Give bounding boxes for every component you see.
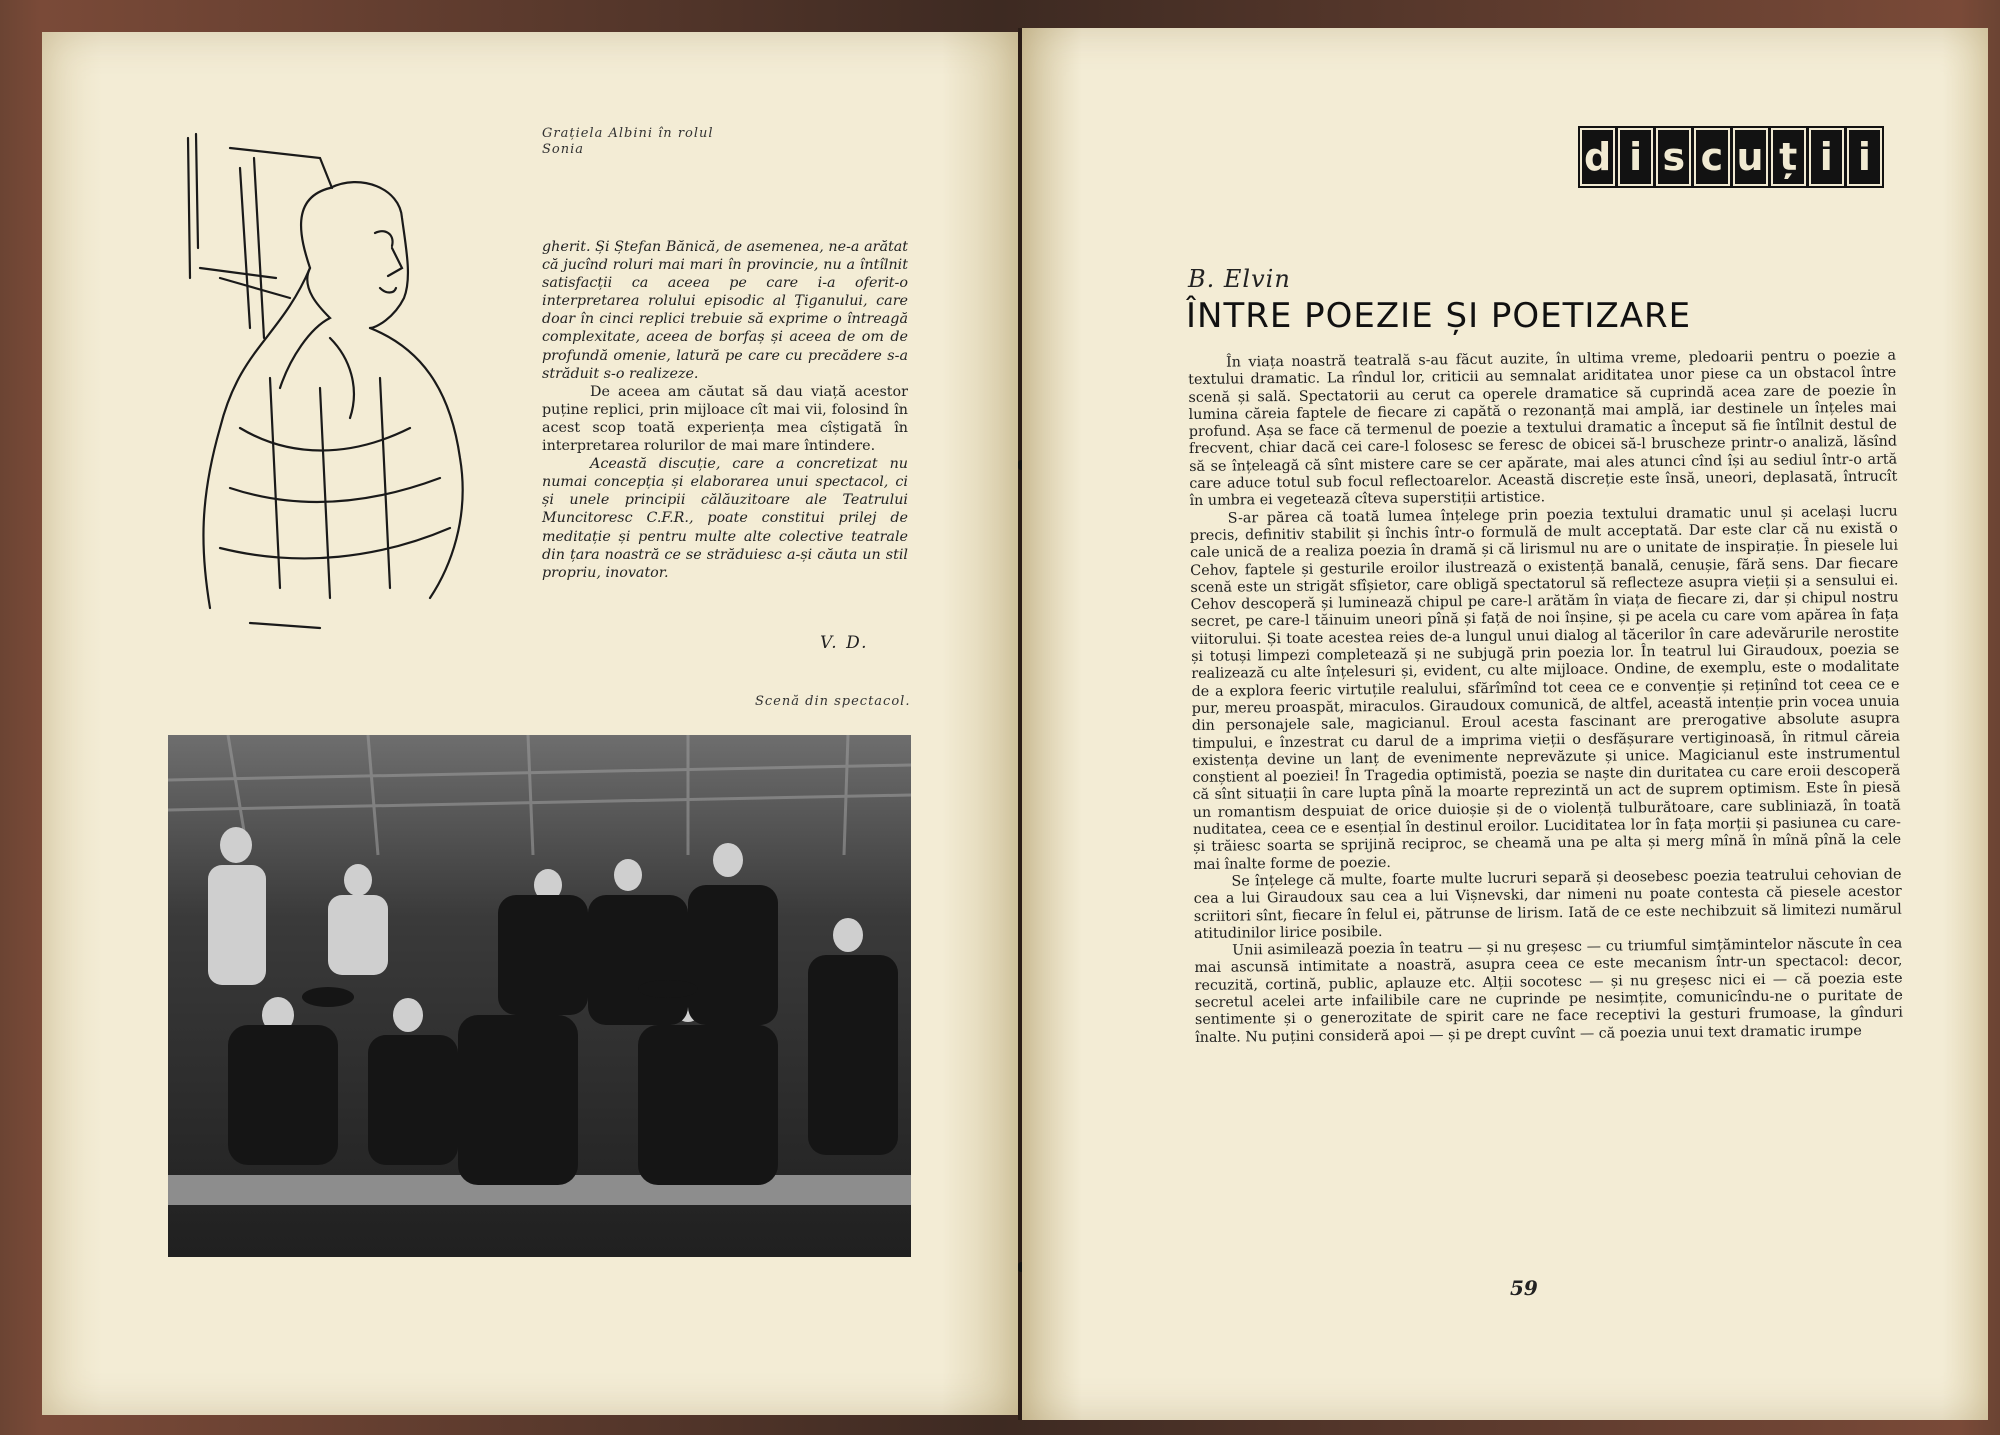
banner-letter: i <box>1847 128 1882 186</box>
signature: V. D. <box>820 633 869 653</box>
article-title: ÎNTRE POEZIE ȘI POETIZARE <box>1186 296 1692 336</box>
banner-letter: c <box>1694 128 1729 186</box>
italic-paragraph-2: Această discuție, care a concretizat nu numai concepția și elaborarea unui spectacol, ci și unele principii călăuzitoare ale Teatrului Muncitoresc C.F.R., poate constitui prilej de meditație și pentru multe alte colective teatrale din țara noastră ce se străduiesc a-și căuta un stil propriu, inovator. <box>542 456 908 581</box>
sketch-caption-line-1: Grațiela Albini în rolul <box>542 126 714 141</box>
sketch-caption-line-2: Sonia <box>542 142 585 157</box>
italic-paragraph-1: gherit. Și Ștefan Bănică, de asemenea, ne-a arătat că jucînd roluri mai mari în provincie, nu a întîlnit satisfacții ca aceea pe care i-a oferit-o interpretarea rolului episodic al Țiganului, care doar în cinci replici trebuie să exprime o întreagă complexitate, aceea de borfaș și aceea de om de profundă omenie, latură pe care cu precădere s-a străduit s-o realizeze. <box>542 239 908 382</box>
article-paragraph-4: Unii asimilează poezia în teatru — și nu greșesc — cu triumful simțămintelor născute în cea mai ascunsă intimitate a noastră, asupra ceea ce este mecanism într-un spectacol: decor, recuzită, cortină, public, aplauze etc. Alții socotesc — și nu greșesc nici ei — că poezia este secretul acelei arte infailibile care ne cuprinde pe nesimțite, comunicîndu-ne o puritate de sentimente și o generozitate de spirit care ne face receptivi la gesturi frumoase, la gînduri înalte. Nu puțini consideră apoi — și pe drept cuvînt — că poezia unui text dramatic irumpe <box>1194 935 1904 1046</box>
article-paragraph-3: Se înțelege că multe, foarte multe lucruri separă și deosebesc poezia teatrului cehovian de cea a lui Giraudoux sau cea a lui Vișnevski, dar nimeni nu poate contesta că piesele acestor scriitori sînt, fiecare în felul ei, pătrunse de lirism. Iată de ce este nechibzuit să limitezi numărul atitudinilor lirice posibile. <box>1193 866 1902 942</box>
section-banner-discutii <box>1580 128 1882 186</box>
left-text-column <box>542 238 908 582</box>
banner-letter: i <box>1809 128 1844 186</box>
roman-paragraph: De aceea am căutat să dau viață acestor puține replici, prin mijloace cît mai vii, folosind în acest scop toată experiența mea cîștigată în interpretarea rolurilor de mai mare întindere. <box>542 383 908 455</box>
photo-caption: Scenă din spectacol. <box>755 694 911 709</box>
banner-letter: i <box>1618 128 1653 186</box>
article-author: B. Elvin <box>1188 265 1291 293</box>
article-body <box>1188 348 1903 1047</box>
article-paragraph-1: În viața noastră teatrală s-au făcut auzite, în ultima vreme, pledoarii pentru o poezie a textului dramatic. La rîndul lor, criticii au semnalat ariditatea unor piese ca un obstacol între scenă și sală. Spectatorii au cerut ca operele dramatice să cuprindă acea zare de poezie în lumina căreia faptele de fiecare zi capătă o rezonanță mai amplă, iar destinele un înțeles mai profund. Așa se face că termenul de poezie a textului dramatic a început să fie întîlnit destul de frecvent, chiar dacă cei care-l folosesc se feresc de obicei să-l bruscheze printr-o analiză, lăsînd să se înțeleagă că sînt mistere care se cer apărate, mai ales atunci cînd își au sediul într-o artă care aduce totul sub focul reflectoarelor. Această discreție este însă, uneori, deplasată, întrucît în umbra ei vegetează cîteva superstiții artistice. <box>1188 347 1898 510</box>
page-number: 59 <box>1510 1276 1538 1300</box>
banner-letter: d <box>1580 128 1615 186</box>
stage-photo <box>168 735 911 1257</box>
banner-letter: u <box>1733 128 1768 186</box>
actress-sketch-illustration <box>180 128 480 648</box>
article-paragraph-2: S-ar părea că toată lumea înțelege prin poezia textului dramatic unul și același lucru precis, definitiv stabilit și închis într-o formulă de mult acceptată. Dar este clar că nu există o cale unică de a realiza poezia în dramă și că lirismul nu are o unitate de inspirație. În piesele lui Cehov, faptele și gesturile eroilor ilustrează o existență banală, cenușie, fără sens. Dar fiecare scenă este un strigăt sfîșietor, care obligă spectatorul să reflecteze asupra vieții și a sensului ei. Cehov descoperă și luminează chipul pe care-l arătăm în viața de fiecare zi, dar și chipul nostru secret, pe care-l tăinuim uneori pînă și față de noi înșine, și pe acela cu care vom apărea în fața viitorului. Și toate acestea reies de-a lungul unui dialog al tăcerilor în care adevărurile nerostite și totuși limpezi completează și ne subjugă prin poezia lor. În teatrul lui Giraudoux, poezia se realizează cu alte înțelesuri și, evident, cu alte mijloace. Ondine, de exemplu, este o modalitate de a explora feeric virtuțile realului, sfărîmînd tot ceea ce e convenție și reținînd tot ceea ce e pur, mereu proaspăt, miraculos. Giraudoux comunică, de altfel, această intenție prin vocea unuia din personajele sale, magicianul. Eroul acesta fascinant are prerogative absolute asupra timpului, e înzestrat cu darul de a imprima vieții o desfășurare vertiginoasă, în ritmul căreia existența devine un lanț de evenimente neprevăzute și unice. Magicianul este instrumentul conștient al poeziei! În Tragedia optimistă, poezia se naște din duritatea cu care eroii descoperă că sînt situații în care lupta pînă la moarte reprezintă un act de suprem optimism. Este în piesă un romantism despuiat de orice duioșie și de o violență tulburătoare, care subliniază, în toată nuditatea, ceea ce e esențial în destinul eroilor. Luciditatea lor în fața morții și pasiunea cu care-și trăiesc soarta se sprijină reciproc, se cheamă una pe alta și merg mînă în mînă pînă la cele mai înalte forme de poezie. <box>1189 503 1902 873</box>
banner-letter: ț <box>1771 128 1806 186</box>
stage-photo-image <box>168 735 911 1257</box>
banner-letter: s <box>1656 128 1691 186</box>
